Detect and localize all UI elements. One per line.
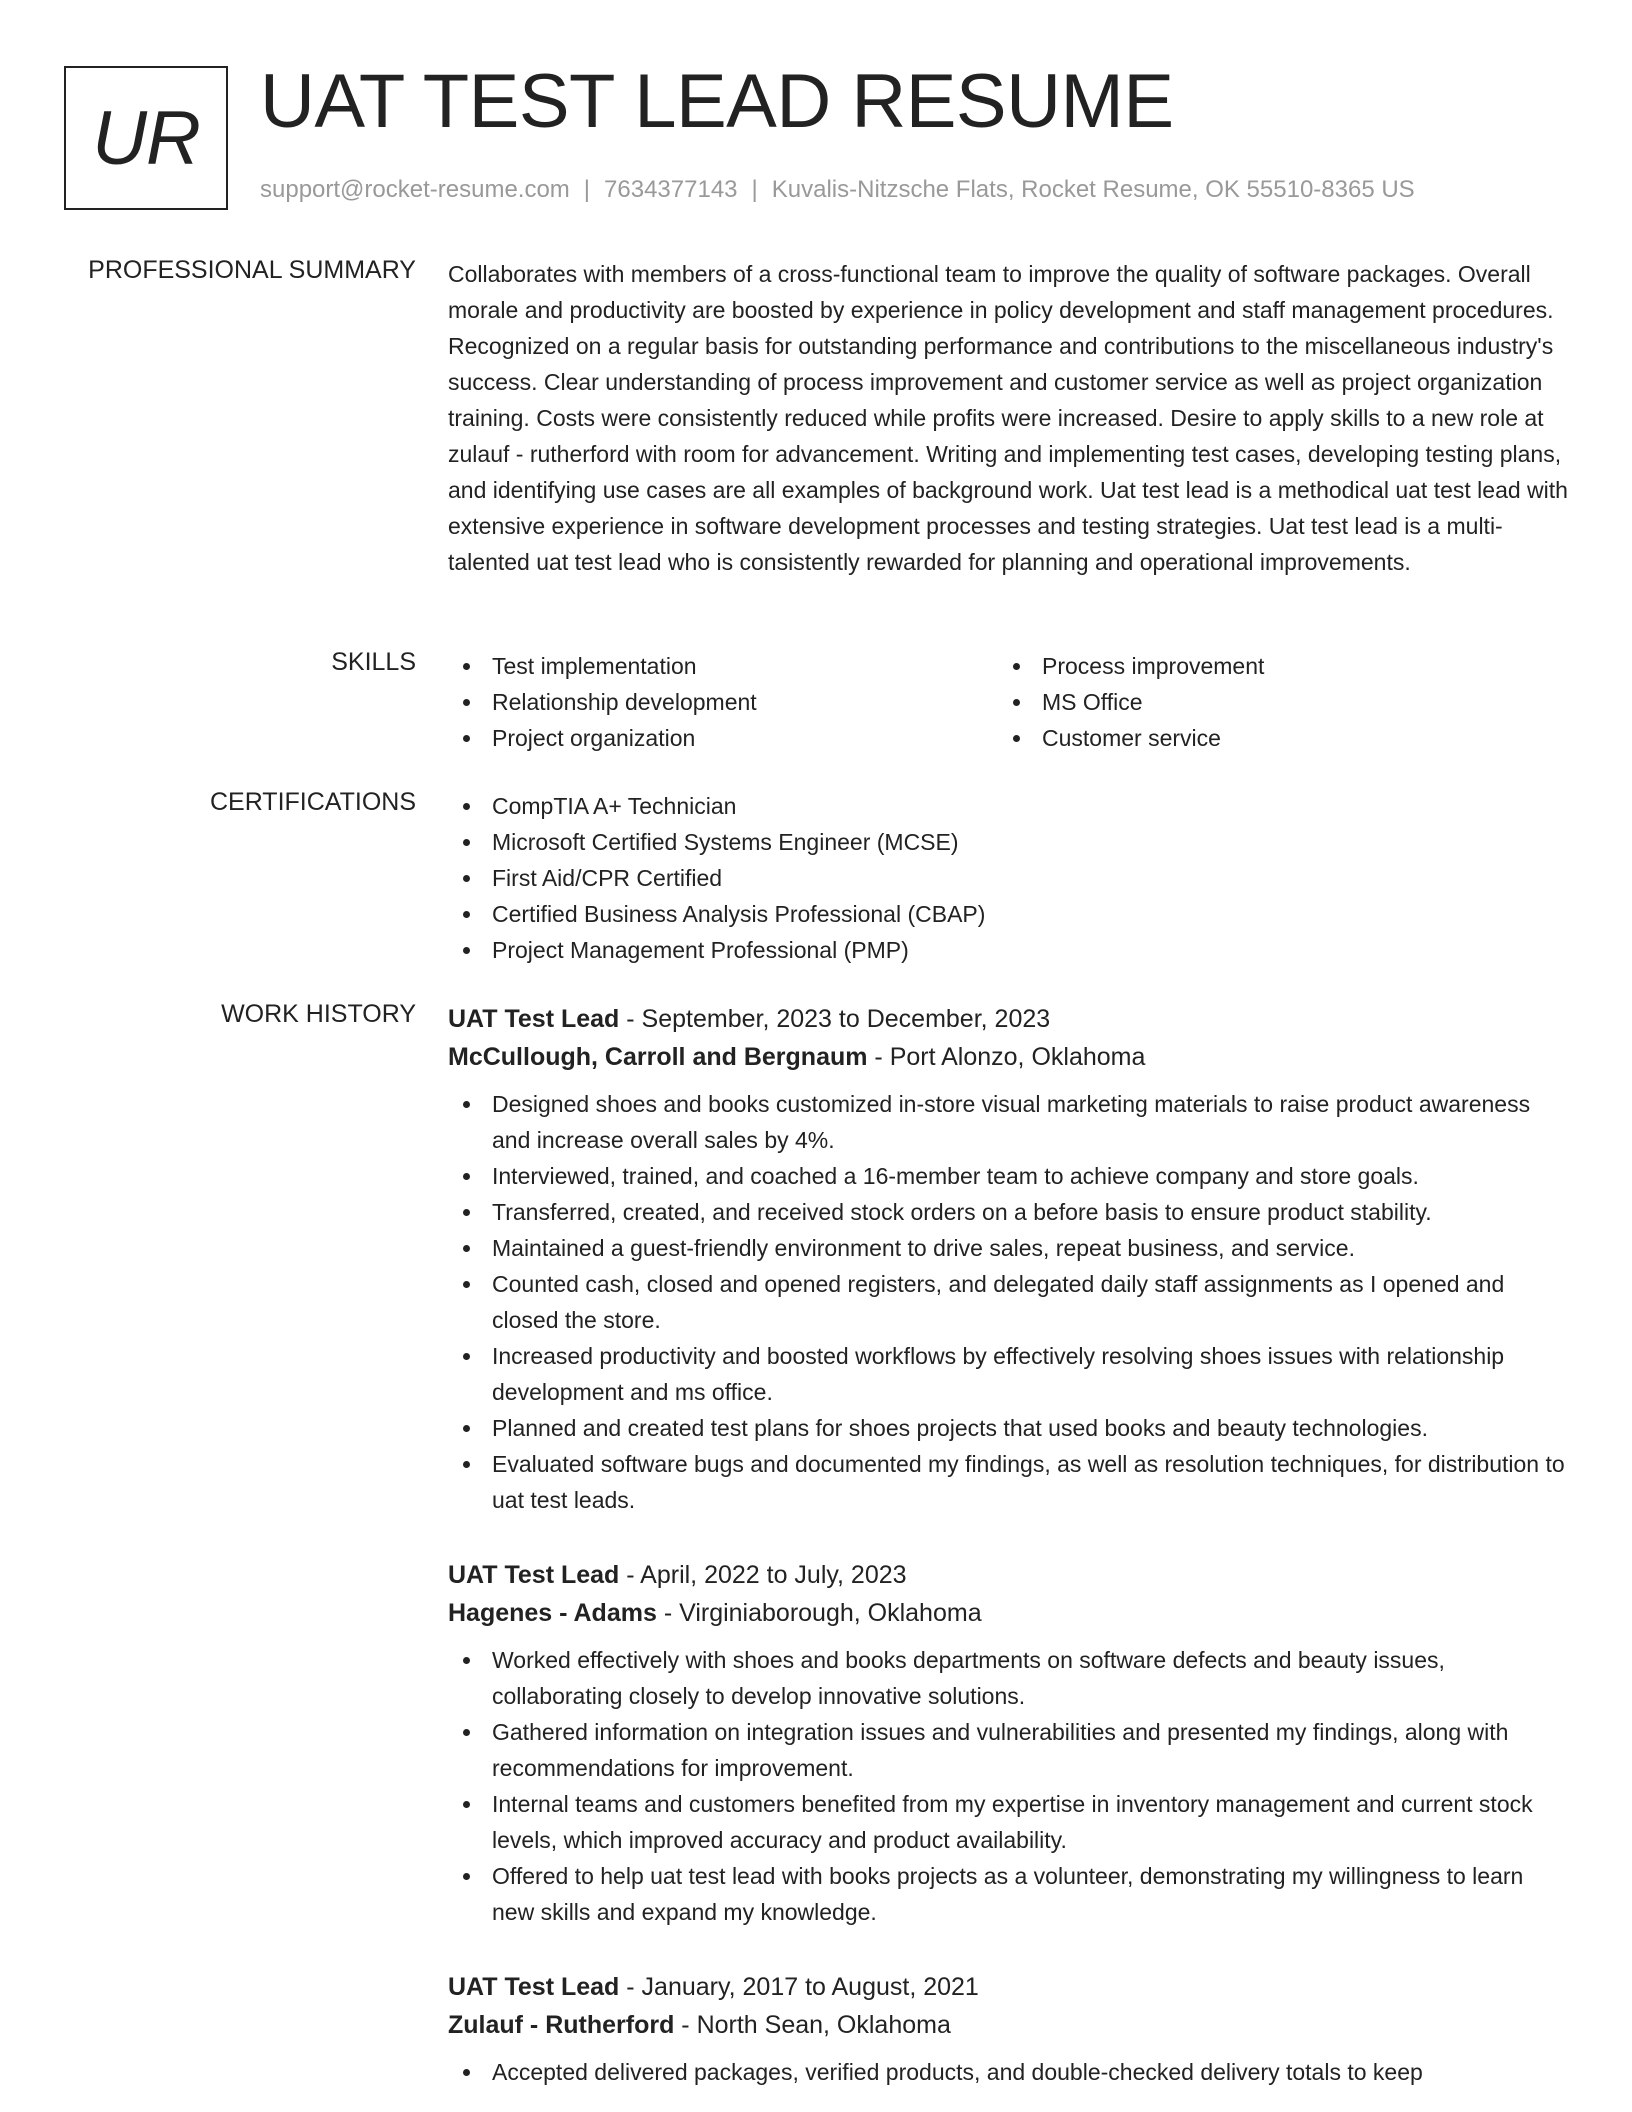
monogram-box xyxy=(64,66,228,210)
skill-item: Project organization xyxy=(448,720,998,756)
certification-item: Microsoft Certified Systems Engineer (MCSE) xyxy=(448,824,1570,860)
job-title-line xyxy=(448,1556,1570,1594)
certification-item: First Aid/CPR Certified xyxy=(448,860,1570,896)
job-entry xyxy=(448,1556,1570,1930)
certification-item: Project Management Professional (PMP) xyxy=(448,932,1570,968)
monogram-initials: UR xyxy=(92,95,200,181)
certifications-list xyxy=(448,788,1570,968)
job-bullet: Gathered information on integration issues and vulnerabilities and presented my findings, along with recommendations for improvement. xyxy=(448,1714,1570,1786)
skill-item: Customer service xyxy=(998,720,1548,756)
summary-text: Collaborates with members of a cross-functional team to improve the quality of software packages. Overall morale and productivity are boosted by experience in policy development and staff management procedures. Recognized on a regular basis for outstanding performance and contributions to the miscellaneous industry's success. Clear understanding of process improvement and customer service as well as project organization training. Costs were consistently reduced while profits were increased. Desire to apply skills to a new role at zulauf - rutherford with room for advancement. Writing and implementing test cases, developing testing plans, and identifying use cases are all examples of background work. Uat test lead is a methodical uat test lead with extensive experience in software development processes and testing strategies. Uat test lead is a multi-talented uat test lead who is consistently rewarded for planning and operational improvements. xyxy=(448,261,1568,575)
job-company: McCullough, Carroll and Bergnaum xyxy=(448,1043,868,1071)
job-title-line xyxy=(448,1000,1570,1038)
job-location: - Port Alonzo, Oklahoma xyxy=(867,1043,1146,1071)
contact-address: Kuvalis-Nitzsche Flats, Rocket Resume, OK 55510-8365 US xyxy=(771,176,1415,203)
job-title: UAT Test Lead xyxy=(448,1973,620,2001)
job-location: - Virginiaborough, Oklahoma xyxy=(656,1599,982,1627)
contact-separator: | xyxy=(751,176,758,203)
contact-separator: | xyxy=(583,176,591,203)
skill-item: Test implementation xyxy=(448,648,998,684)
job-bullet: Counted cash, closed and opened registers, and delegated daily staff assignments as I opened and closed the store. xyxy=(448,1266,1570,1338)
job-title: UAT Test Lead xyxy=(448,1005,620,1033)
job-dates: - January, 2017 to August, 2021 xyxy=(619,1973,979,2001)
contact-phone[interactable]: 7634377143 xyxy=(604,176,738,203)
job-bullet: Maintained a guest-friendly environment to drive sales, repeat business, and service. xyxy=(448,1230,1570,1266)
job-title-line xyxy=(448,1968,1570,2006)
skill-item: MS Office xyxy=(998,684,1548,720)
job-bullet: Worked effectively with shoes and books departments on software defects and beauty issues, collaborating closely to develop innovative solutions. xyxy=(448,1642,1570,1714)
job-company: Zulauf - Rutherford xyxy=(448,2011,675,2039)
section-label-certifications: CERTIFICATIONS xyxy=(209,788,416,816)
job-bullet: Planned and created test plans for shoes projects that used books and beauty technologies. xyxy=(448,1410,1570,1446)
certification-item: Certified Business Analysis Professional (CBAP) xyxy=(448,896,1570,932)
job-entry xyxy=(448,1968,1570,2090)
job-bullet: Accepted delivered packages, verified products, and double-checked delivery totals to keep xyxy=(448,2054,1570,2090)
section-label-skills: SKILLS xyxy=(331,648,416,676)
certification-item: CompTIA A+ Technician xyxy=(448,788,1570,824)
work-history-body xyxy=(448,1000,1570,2090)
job-company-line xyxy=(448,1594,1570,1632)
job-company-line xyxy=(448,1038,1570,1076)
job-bullet: Designed shoes and books customized in-store visual marketing materials to raise product awareness and increase overall sales by 4%. xyxy=(448,1086,1570,1158)
job-bullets xyxy=(448,1086,1570,1518)
job-dates: - April, 2022 to July, 2023 xyxy=(619,1561,907,1589)
section-label-summary: PROFESSIONAL SUMMARY xyxy=(88,256,416,284)
job-title: UAT Test Lead xyxy=(448,1561,620,1589)
job-bullet: Interviewed, trained, and coached a 16-member team to achieve company and store goals. xyxy=(448,1158,1570,1194)
contact-email[interactable]: support@rocket-resume.com xyxy=(260,176,570,203)
job-bullet: Transferred, created, and received stock orders on a before basis to ensure product stability. xyxy=(448,1194,1570,1230)
section-label-work-history: WORK HISTORY xyxy=(221,1000,416,1028)
job-dates: - September, 2023 to December, 2023 xyxy=(619,1005,1051,1033)
job-location: - North Sean, Oklahoma xyxy=(674,2011,951,2039)
job-bullet: Increased productivity and boosted workflows by effectively resolving shoes issues with relationship development and ms office. xyxy=(448,1338,1570,1410)
job-bullet: Offered to help uat test lead with books projects as a volunteer, demonstrating my willingness to learn new skills and expand my knowledge. xyxy=(448,1858,1570,1930)
contact-line xyxy=(260,176,1415,204)
job-bullets xyxy=(448,1642,1570,1930)
skills-list xyxy=(448,648,1570,756)
job-company-line xyxy=(448,2006,1570,2044)
job-bullets xyxy=(448,2054,1570,2090)
skill-item: Relationship development xyxy=(448,684,998,720)
resume-title: UAT TEST LEAD RESUME xyxy=(260,59,1174,144)
job-entry xyxy=(448,1000,1570,1518)
job-bullet: Internal teams and customers benefited from my expertise in inventory management and current stock levels, which improved accuracy and product availability. xyxy=(448,1786,1570,1858)
skill-item: Process improvement xyxy=(998,648,1548,684)
job-company: Hagenes - Adams xyxy=(448,1599,657,1627)
job-bullet: Evaluated software bugs and documented my findings, as well as resolution techniques, for distribution to uat test leads. xyxy=(448,1446,1570,1518)
